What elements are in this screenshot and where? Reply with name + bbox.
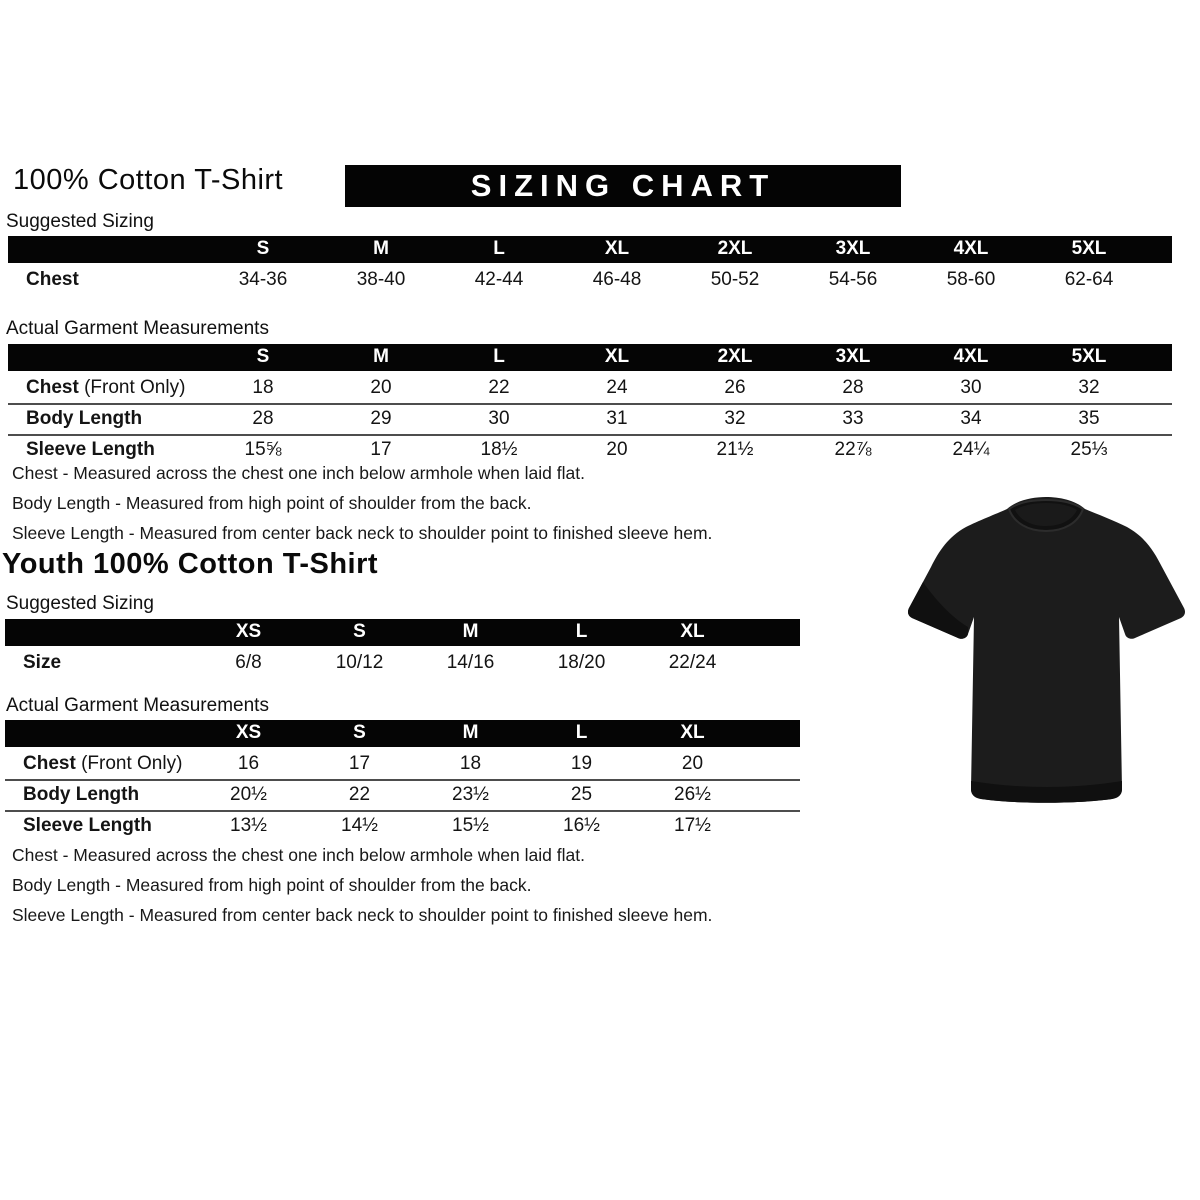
value-cell: 18 <box>204 373 322 405</box>
value-cell: 34 <box>912 404 1030 435</box>
filler-cell <box>1148 404 1172 435</box>
value-cell: 23½ <box>415 780 526 811</box>
adult-actual-measurements-label: Actual Garment Measurements <box>6 318 269 339</box>
value-cell: 30 <box>912 373 1030 405</box>
filler-cell <box>748 619 800 648</box>
size-column-header-s: S <box>304 619 415 648</box>
value-cell: 26 <box>676 373 794 405</box>
size-column-header-4xl: 4XL <box>912 344 1030 373</box>
adult-measurement-notes <box>12 458 712 548</box>
size-column-header-m: M <box>322 344 440 373</box>
value-cell: 17½ <box>637 811 748 841</box>
value-cell: 30 <box>440 404 558 435</box>
value-cell: 13½ <box>193 811 304 841</box>
size-column-header-xl: XL <box>637 619 748 648</box>
table-row <box>8 373 1172 405</box>
row-label: Chest (Front Only) <box>8 373 204 405</box>
filler-cell <box>1148 435 1172 465</box>
value-cell: 50-52 <box>676 265 794 296</box>
adult-section-title: 100% Cotton T-Shirt <box>13 164 284 196</box>
value-cell: 26½ <box>637 780 748 811</box>
value-cell: 14/16 <box>415 648 526 679</box>
sizing-chart-banner: SIZING CHART <box>345 165 901 207</box>
size-column-header-5xl: 5XL <box>1030 344 1148 373</box>
adult-actual-measurements-table <box>8 344 1172 465</box>
filler-cell <box>748 811 800 841</box>
filler-cell <box>748 648 800 679</box>
value-cell: 16 <box>193 749 304 781</box>
filler-cell <box>1148 236 1172 265</box>
value-cell: 62-64 <box>1030 265 1148 296</box>
value-cell: 18/20 <box>526 648 637 679</box>
value-cell: 25 <box>526 780 637 811</box>
adult-suggested-sizing-table <box>8 236 1172 295</box>
size-column-header-xl: XL <box>558 344 676 373</box>
filler-cell <box>1148 344 1172 373</box>
value-cell: 29 <box>322 404 440 435</box>
black-tshirt-image <box>893 477 1200 815</box>
value-cell: 24¼ <box>912 435 1030 465</box>
row-label: Body Length <box>5 780 193 811</box>
size-column-header-l: L <box>526 619 637 648</box>
row-label: Sleeve Length <box>5 811 193 841</box>
header-row <box>5 720 800 749</box>
value-cell: 54-56 <box>794 265 912 296</box>
size-column-header-5xl: 5XL <box>1030 236 1148 265</box>
youth-section-title: Youth 100% Cotton T-Shirt <box>2 548 379 580</box>
note-sleeve-length: Sleeve Length - Measured from center back neck to shoulder point to finished sleeve hem. <box>12 905 713 925</box>
table-row <box>5 811 800 841</box>
value-cell: 6/8 <box>193 648 304 679</box>
size-column-header-xl: XL <box>637 720 748 749</box>
value-cell: 15⅝ <box>204 435 322 465</box>
value-cell: 15½ <box>415 811 526 841</box>
value-cell: 32 <box>1030 373 1148 405</box>
table-row <box>5 749 800 781</box>
note-sleeve-length: Sleeve Length - Measured from center back neck to shoulder point to finished sleeve hem. <box>12 523 713 543</box>
youth-suggested-sizing-label: Suggested Sizing <box>6 593 154 614</box>
size-column-header-3xl: 3XL <box>794 236 912 265</box>
filler-cell <box>748 720 800 749</box>
size-column-header-m: M <box>322 236 440 265</box>
row-label-column-header <box>8 344 204 373</box>
value-cell: 19 <box>526 749 637 781</box>
value-cell: 22⅞ <box>794 435 912 465</box>
value-cell: 20 <box>637 749 748 781</box>
note-chest: Chest - Measured across the chest one inch below armhole when laid flat. <box>12 845 585 865</box>
value-cell: 42-44 <box>440 265 558 296</box>
table-row <box>8 404 1172 435</box>
value-cell: 16½ <box>526 811 637 841</box>
size-column-header-3xl: 3XL <box>794 344 912 373</box>
value-cell: 46-48 <box>558 265 676 296</box>
row-label: Size <box>5 648 193 679</box>
note-body-length: Body Length - Measured from high point of shoulder from the back. <box>12 875 532 895</box>
value-cell: 24 <box>558 373 676 405</box>
row-label-column-header <box>5 720 193 749</box>
size-column-header-xs: XS <box>193 720 304 749</box>
row-label-column-header <box>8 236 204 265</box>
value-cell: 32 <box>676 404 794 435</box>
value-cell: 25⅓ <box>1030 435 1148 465</box>
size-column-header-4xl: 4XL <box>912 236 1030 265</box>
value-cell: 18½ <box>440 435 558 465</box>
table-row <box>8 265 1172 296</box>
note-body-length: Body Length - Measured from high point of shoulder from the back. <box>12 493 532 513</box>
value-cell: 28 <box>794 373 912 405</box>
filler-cell <box>748 780 800 811</box>
value-cell: 22 <box>440 373 558 405</box>
value-cell: 35 <box>1030 404 1148 435</box>
filler-cell <box>1148 265 1172 296</box>
value-cell: 38-40 <box>322 265 440 296</box>
size-column-header-m: M <box>415 619 526 648</box>
youth-actual-measurements-table <box>5 720 800 841</box>
note-chest: Chest - Measured across the chest one inch below armhole when laid flat. <box>12 463 585 483</box>
size-column-header-2xl: 2XL <box>676 236 794 265</box>
value-cell: 20 <box>322 373 440 405</box>
value-cell: 18 <box>415 749 526 781</box>
value-cell: 34-36 <box>204 265 322 296</box>
value-cell: 28 <box>204 404 322 435</box>
value-cell: 21½ <box>676 435 794 465</box>
adult-suggested-sizing-label: Suggested Sizing <box>6 211 154 232</box>
row-label: Body Length <box>8 404 204 435</box>
value-cell: 58-60 <box>912 265 1030 296</box>
row-label: Chest <box>8 265 204 296</box>
size-column-header-s: S <box>304 720 415 749</box>
value-cell: 20 <box>558 435 676 465</box>
value-cell: 17 <box>304 749 415 781</box>
header-row <box>8 344 1172 373</box>
row-label: Sleeve Length <box>8 435 204 465</box>
size-column-header-s: S <box>204 344 322 373</box>
size-column-header-l: L <box>440 344 558 373</box>
value-cell: 17 <box>322 435 440 465</box>
size-column-header-xl: XL <box>558 236 676 265</box>
tshirt-icon <box>893 477 1200 815</box>
row-label: Chest (Front Only) <box>5 749 193 781</box>
value-cell: 10/12 <box>304 648 415 679</box>
youth-suggested-sizing-table <box>5 619 800 678</box>
value-cell: 33 <box>794 404 912 435</box>
header-row <box>5 619 800 648</box>
size-column-header-l: L <box>526 720 637 749</box>
table-row <box>5 648 800 679</box>
value-cell: 22 <box>304 780 415 811</box>
row-label-column-header <box>5 619 193 648</box>
value-cell: 31 <box>558 404 676 435</box>
size-column-header-s: S <box>204 236 322 265</box>
youth-actual-measurements-label: Actual Garment Measurements <box>6 695 269 716</box>
filler-cell <box>748 749 800 781</box>
size-column-header-m: M <box>415 720 526 749</box>
size-column-header-2xl: 2XL <box>676 344 794 373</box>
size-column-header-xs: XS <box>193 619 304 648</box>
table-row <box>5 780 800 811</box>
value-cell: 22/24 <box>637 648 748 679</box>
youth-measurement-notes <box>12 840 712 930</box>
size-column-header-l: L <box>440 236 558 265</box>
value-cell: 14½ <box>304 811 415 841</box>
filler-cell <box>1148 373 1172 405</box>
value-cell: 20½ <box>193 780 304 811</box>
header-row <box>8 236 1172 265</box>
